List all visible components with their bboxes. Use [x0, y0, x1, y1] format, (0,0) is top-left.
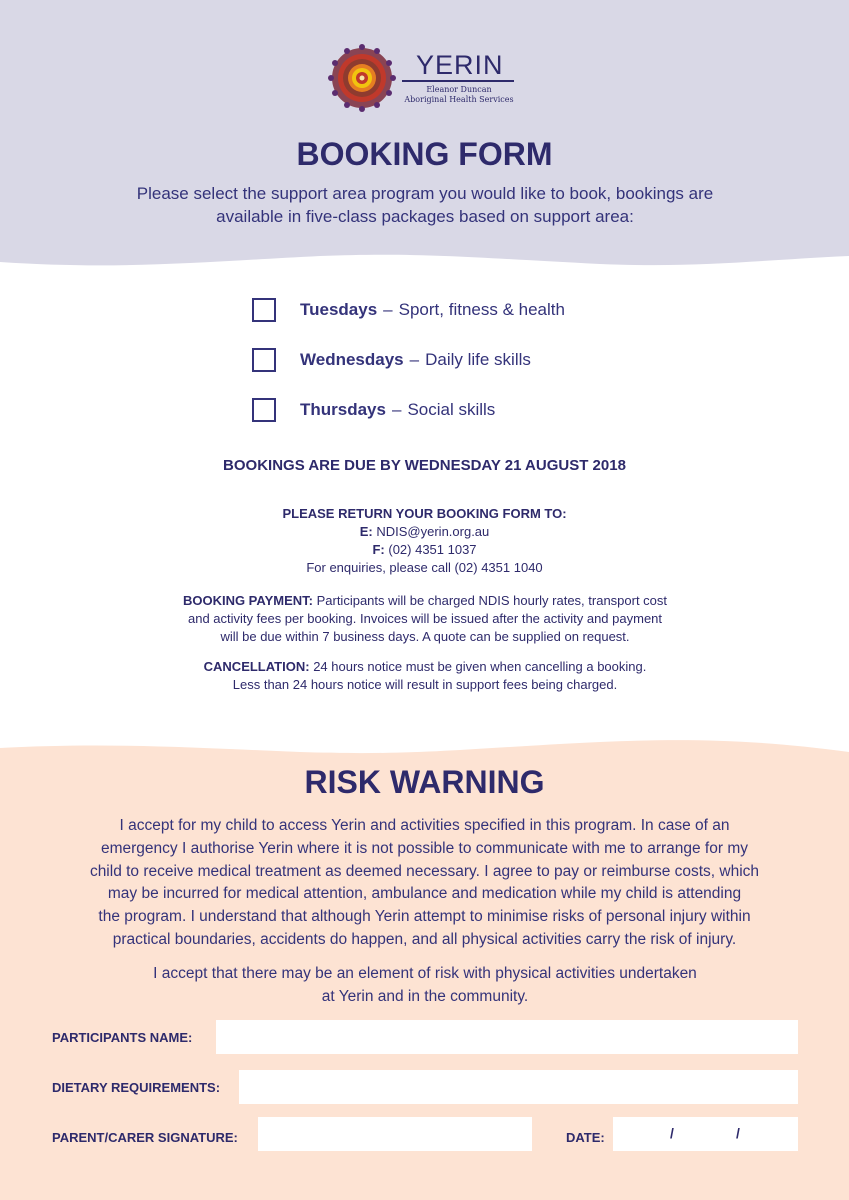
risk-warning-paragraph [56, 815, 793, 952]
option-wednesdays [252, 344, 565, 376]
fax-value: (02) 4351 1037 [388, 542, 477, 557]
option-separator: – [383, 300, 393, 319]
option-separator: – [391, 400, 402, 419]
signature-label: PARENT/CARER SIGNATURE: [52, 1129, 238, 1145]
logo-subtitle-line-2: Aboriginal Health Services [404, 95, 514, 104]
option-thursdays [252, 394, 565, 426]
dietary-requirements-row [52, 1070, 220, 1104]
risk-line: the program. I understand that although Yerin attempt to minimise risks of personal injury within [98, 908, 751, 926]
option-description: Daily life skills [425, 350, 531, 369]
logo-divider [402, 80, 514, 82]
dietary-requirements-label: DIETARY REQUIREMENTS: [52, 1079, 221, 1095]
risk-acceptance-paragraph [110, 963, 740, 1009]
dot-painting-circle-icon [326, 44, 406, 112]
thursdays-checkbox[interactable] [252, 398, 276, 422]
email-label: E: [359, 524, 373, 539]
risk-warning-title: RISK WARNING [304, 764, 545, 800]
logo-wordmark [402, 50, 520, 105]
payment-line-2: and activity fees per booking. Invoices will be issued after the activity and payment [187, 611, 663, 626]
program-options [252, 294, 565, 444]
fax-label: F: [372, 542, 385, 557]
option-description: Sport, fitness & health [398, 300, 565, 319]
dietary-requirements-field[interactable] [239, 1070, 798, 1104]
booking-intro [90, 182, 760, 228]
date-separator: / [670, 1125, 674, 1141]
logo-subtitle-line-1: Eleanor Duncan [426, 85, 492, 94]
email-value[interactable]: NDIS@yerin.org.au [376, 524, 490, 539]
enquiries-text: For enquiries, please call (02) 4351 1040 [306, 560, 543, 575]
cancellation-info [140, 658, 710, 694]
tuesdays-checkbox[interactable] [252, 298, 276, 322]
booking-form-title: BOOKING FORM [296, 136, 553, 172]
participant-name-row [52, 1020, 192, 1054]
cancellation-label: CANCELLATION: [203, 659, 310, 674]
risk-line: child to receive medical treatment as deemed necessary. I agree to pay or reimburse costs, which [89, 862, 760, 880]
cancellation-line-2: Less than 24 hours notice will result in support fees being charged. [232, 677, 618, 692]
signature-row [52, 1120, 238, 1154]
risk-acceptance-line-1: I accept that there may be an element of risk with physical activities undertaken [153, 965, 697, 982]
payment-line-3: will be due within 7 business days. A quote can be supplied on request. [220, 629, 630, 644]
risk-line: I accept for my child to access Yerin and activities specified in this program. In case of an [119, 817, 730, 834]
payment-line-1: Participants will be charged NDIS hourly rates, transport cost [316, 593, 668, 608]
wednesdays-checkbox[interactable] [252, 348, 276, 372]
booking-payment-info [140, 592, 710, 646]
risk-line: practical boundaries, accidents do happen, and all physical activities carry the risk of injury. [112, 930, 737, 948]
logo-subtitle [398, 85, 520, 105]
option-day: Thursdays [300, 400, 386, 419]
signature-field[interactable] [258, 1117, 532, 1151]
option-day: Tuesdays [300, 300, 378, 319]
participant-name-field[interactable] [216, 1020, 798, 1054]
booking-intro-line-2: available in five-class packages based on support area: [216, 207, 634, 226]
booking-intro-line-1: Please select the support area program you would like to book, bookings are [136, 184, 714, 203]
option-separator: – [409, 350, 420, 369]
option-description: Social skills [407, 400, 496, 419]
date-label: DATE: [566, 1129, 605, 1145]
option-day: Wednesdays [300, 350, 404, 369]
date-field[interactable] [613, 1117, 798, 1151]
return-email [0, 523, 849, 541]
risk-line: may be incurred for medical attention, ambulance and medication while my child is attending [107, 885, 742, 903]
return-fax [0, 541, 849, 559]
cancellation-line-1: 24 hours notice must be given when cancelling a booking. [313, 659, 647, 674]
booking-due-date: BOOKINGS ARE DUE BY WEDNESDAY 21 AUGUST 2018 [223, 457, 626, 474]
option-tuesdays [252, 294, 565, 326]
return-heading: PLEASE RETURN YOUR BOOKING FORM TO: [282, 506, 567, 521]
date-row [566, 1120, 605, 1154]
logo-name: YERIN [416, 50, 504, 80]
date-separator: / [736, 1125, 740, 1141]
risk-line: emergency I authorise Yerin where it is not possible to communicate with me to arrange for my [100, 839, 748, 857]
return-info [0, 505, 849, 577]
participant-name-label: PARTICIPANTS NAME: [52, 1029, 193, 1045]
payment-label: BOOKING PAYMENT: [182, 593, 313, 608]
risk-acceptance-line-2: at Yerin and in the community. [321, 987, 529, 1005]
